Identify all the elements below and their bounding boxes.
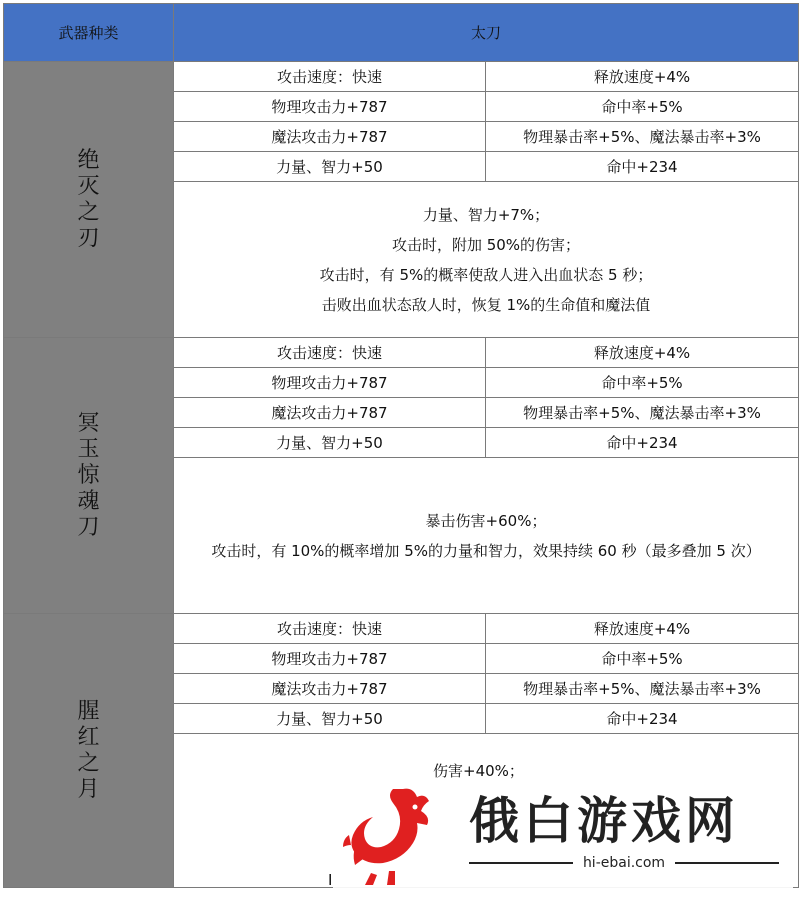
weapon-name: 绝灭之刃 xyxy=(77,147,100,251)
attr-left: 魔法攻击力+787 xyxy=(174,398,486,428)
effect-line-partial: I xyxy=(328,871,333,889)
weapon-name: 腥红之月 xyxy=(77,698,100,802)
header-value: 太刀 xyxy=(174,4,799,62)
divider xyxy=(675,862,779,864)
effect-line: 暴击伤害+60%； xyxy=(425,511,547,530)
effect-line: 击败出血状态敌人时，恢复 1%的生命值和魔法值 xyxy=(321,295,651,314)
attr-right: 释放速度+4% xyxy=(486,614,799,644)
attr-left: 攻击速度：快速 xyxy=(174,338,486,368)
header-row xyxy=(4,4,799,62)
weapon-name-cell xyxy=(4,338,174,614)
effect-line: 攻击时，有 5%的概率使敌人进入出血状态 5 秒； xyxy=(319,265,653,284)
effect-line: 攻击时，附加 50%的伤害； xyxy=(391,235,581,254)
effect-cell xyxy=(174,458,799,614)
divider xyxy=(469,862,573,864)
watermark-url-row xyxy=(469,855,779,871)
weapon-name-cell xyxy=(4,62,174,338)
attr-left: 物理攻击力+787 xyxy=(174,644,486,674)
attr-right: 命中率+5% xyxy=(486,368,799,398)
watermark-title: 俄白游戏网 xyxy=(469,792,739,850)
effect-line-partial: 伤害+40%； xyxy=(433,762,524,780)
attr-left: 力量、智力+50 xyxy=(174,152,486,182)
attr-right: 命中+234 xyxy=(486,704,799,734)
attr-left: 物理攻击力+787 xyxy=(174,368,486,398)
header-label: 武器种类 xyxy=(4,4,174,62)
effect-line: 攻击时，有 10%的概率增加 5%的力量和智力，效果持续 60 秒（最多叠加 5 次） xyxy=(211,541,761,560)
attr-row xyxy=(4,614,799,644)
attr-right: 物理暴击率+5%、魔法暴击率+3% xyxy=(486,122,799,152)
watermark xyxy=(328,762,793,903)
attr-right: 释放速度+4% xyxy=(486,338,799,368)
weapon-name-cell xyxy=(4,614,174,888)
rooster-logo-icon xyxy=(341,781,451,891)
attr-right: 命中率+5% xyxy=(486,92,799,122)
attr-left: 攻击速度：快速 xyxy=(174,614,486,644)
attr-left: 力量、智力+50 xyxy=(174,428,486,458)
watermark-url: hi-ebai.com xyxy=(582,855,666,871)
attr-left: 力量、智力+50 xyxy=(174,704,486,734)
attr-left: 攻击速度：快速 xyxy=(174,62,486,92)
weapon-table xyxy=(3,3,799,888)
weapon-name: 冥玉惊魂刀 xyxy=(77,410,100,540)
attr-right: 物理暴击率+5%、魔法暴击率+3% xyxy=(486,674,799,704)
attr-left: 物理攻击力+787 xyxy=(174,92,486,122)
attr-right: 命中+234 xyxy=(486,152,799,182)
attr-right: 释放速度+4% xyxy=(486,62,799,92)
attr-right: 物理暴击率+5%、魔法暴击率+3% xyxy=(486,398,799,428)
attr-right: 命中+234 xyxy=(486,428,799,458)
effect-line: 力量、智力+7%； xyxy=(422,205,550,224)
attr-right: 命中率+5% xyxy=(486,644,799,674)
attr-row xyxy=(4,62,799,92)
attr-left: 魔法攻击力+787 xyxy=(174,674,486,704)
effect-cell xyxy=(174,182,799,338)
attr-row xyxy=(4,338,799,368)
attr-left: 魔法攻击力+787 xyxy=(174,122,486,152)
